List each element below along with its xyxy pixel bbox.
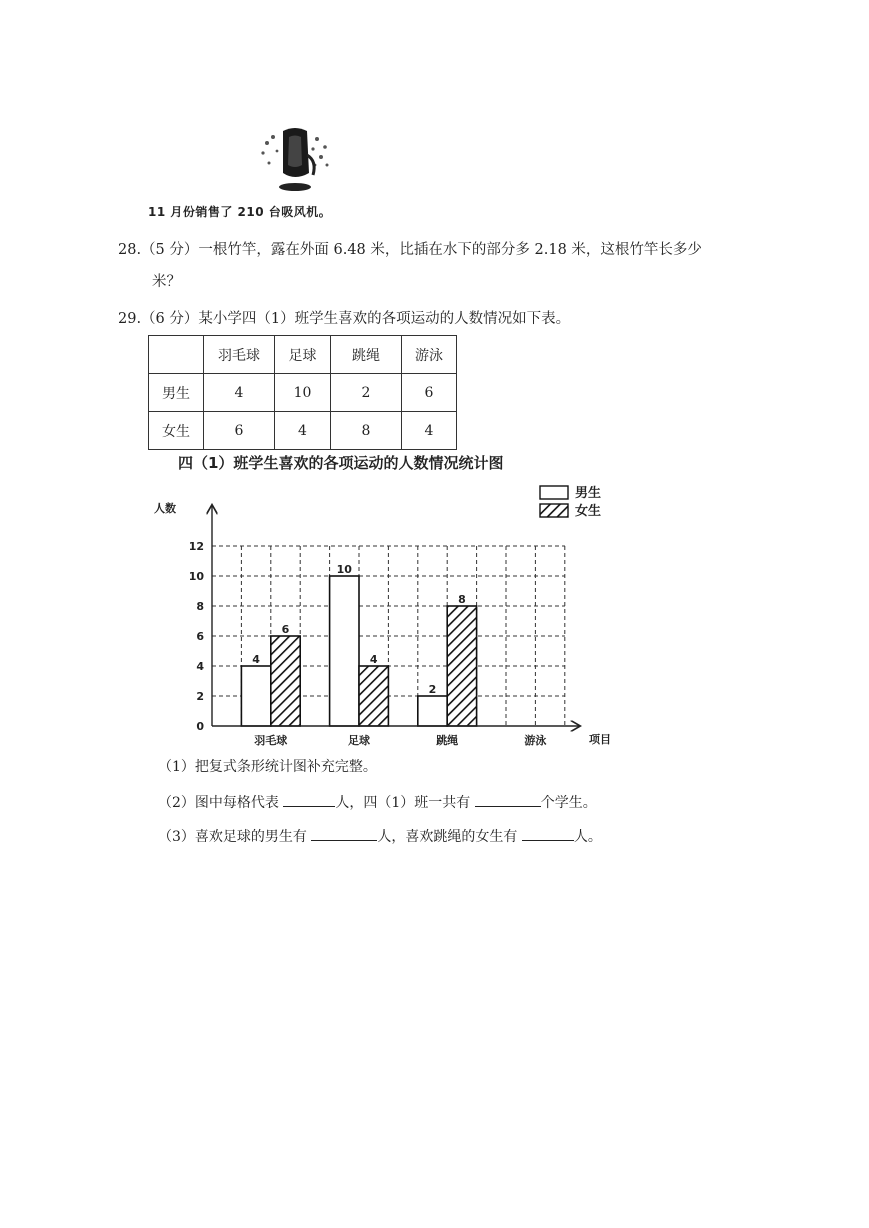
data-label: 10 <box>336 563 352 576</box>
question-28-line2: 米？ <box>152 274 181 290</box>
table-header-row <box>149 336 457 374</box>
answer-blank-rope-girls[interactable] <box>522 826 574 841</box>
chart-title: 四（1）班学生喜欢的各项运动的人数情况统计图 <box>178 454 504 472</box>
table-cell: 跳绳 <box>331 336 402 374</box>
data-label: 8 <box>458 593 466 606</box>
sub-question-2-part-b: 人，四（1）班一共有 <box>335 795 471 811</box>
data-label: 6 <box>281 623 290 636</box>
data-label: 2 <box>428 683 437 696</box>
table-cell <box>149 336 204 374</box>
sub-question-2-part-c: 个学生。 <box>540 795 597 811</box>
legend-swatch-boys <box>540 486 568 499</box>
sub-question-3 <box>158 826 602 846</box>
table-cell: 6 <box>402 374 457 412</box>
sub-question-2-part-a: （2）图中每格代表 <box>158 795 279 811</box>
bar-boys <box>418 696 447 726</box>
legend-label: 男生 <box>575 486 602 501</box>
y-tick-label: 8 <box>196 600 204 613</box>
y-tick-label: 2 <box>196 690 204 703</box>
bar-boys <box>330 576 359 726</box>
legend-label: 女生 <box>575 504 602 519</box>
table-cell: 游泳 <box>402 336 457 374</box>
bar-girls <box>359 666 388 726</box>
table-cell: 2 <box>331 374 402 412</box>
legend-swatch-girls <box>540 504 568 517</box>
data-label: 4 <box>252 653 260 666</box>
y-axis-label: 人数 <box>154 502 176 515</box>
y-tick-label: 12 <box>188 540 204 553</box>
data-label: 4 <box>369 653 378 666</box>
y-tick-label: 4 <box>196 660 204 673</box>
answer-blank-football-boys[interactable] <box>311 826 377 841</box>
table-cell: 8 <box>331 412 402 450</box>
question-28-line1: 28.（5 分）一根竹竿，露在外面 6.48 米，比插在水下的部分多 2.18 米，这根竹竿长多少 <box>118 242 702 258</box>
sub-question-3-part-a: （3）喜欢足球的男生有 <box>158 829 307 845</box>
table-cell: 10 <box>275 374 331 412</box>
table-cell: 4 <box>275 412 331 450</box>
x-tick-label: 跳绳 <box>436 734 459 747</box>
x-tick-label: 游泳 <box>524 734 547 747</box>
question-29-text: 29.（6 分）某小学四（1）班学生喜欢的各项运动的人数情况如下表。 <box>118 311 571 327</box>
product-sales-caption: 11 月份销售了 210 台吸风机。 <box>148 205 332 219</box>
answer-blank-per-cell[interactable] <box>283 792 335 807</box>
sub-question-3-part-b: 人，喜欢跳绳的女生有 <box>377 829 518 845</box>
table-row <box>149 374 457 412</box>
table-cell: 男生 <box>149 374 204 412</box>
y-tick-label: 6 <box>196 630 204 643</box>
sub-question-1: （1）把复式条形统计图补充完整。 <box>158 759 377 775</box>
table-cell: 4 <box>402 412 457 450</box>
x-axis-label: 项目 <box>589 733 611 746</box>
table-row <box>149 412 457 450</box>
table-cell: 羽毛球 <box>204 336 275 374</box>
y-tick-label: 10 <box>188 570 204 583</box>
x-tick-label: 羽毛球 <box>254 734 288 747</box>
vacuum-cleaner-image <box>255 125 335 195</box>
table-cell: 6 <box>204 412 275 450</box>
table-cell: 4 <box>204 374 275 412</box>
answer-blank-total-students[interactable] <box>475 792 541 807</box>
bar-girls <box>271 636 300 726</box>
bar-girls <box>447 606 476 726</box>
sub-question-3-part-c: 人。 <box>573 829 602 845</box>
table-cell: 足球 <box>275 336 331 374</box>
table-cell: 女生 <box>149 412 204 450</box>
bar-boys <box>241 666 270 726</box>
sports-bar-chart <box>140 448 620 753</box>
y-tick-label: 0 <box>196 720 204 733</box>
sub-question-2 <box>158 792 597 812</box>
x-tick-label: 足球 <box>348 734 370 747</box>
sports-data-table <box>148 335 457 450</box>
